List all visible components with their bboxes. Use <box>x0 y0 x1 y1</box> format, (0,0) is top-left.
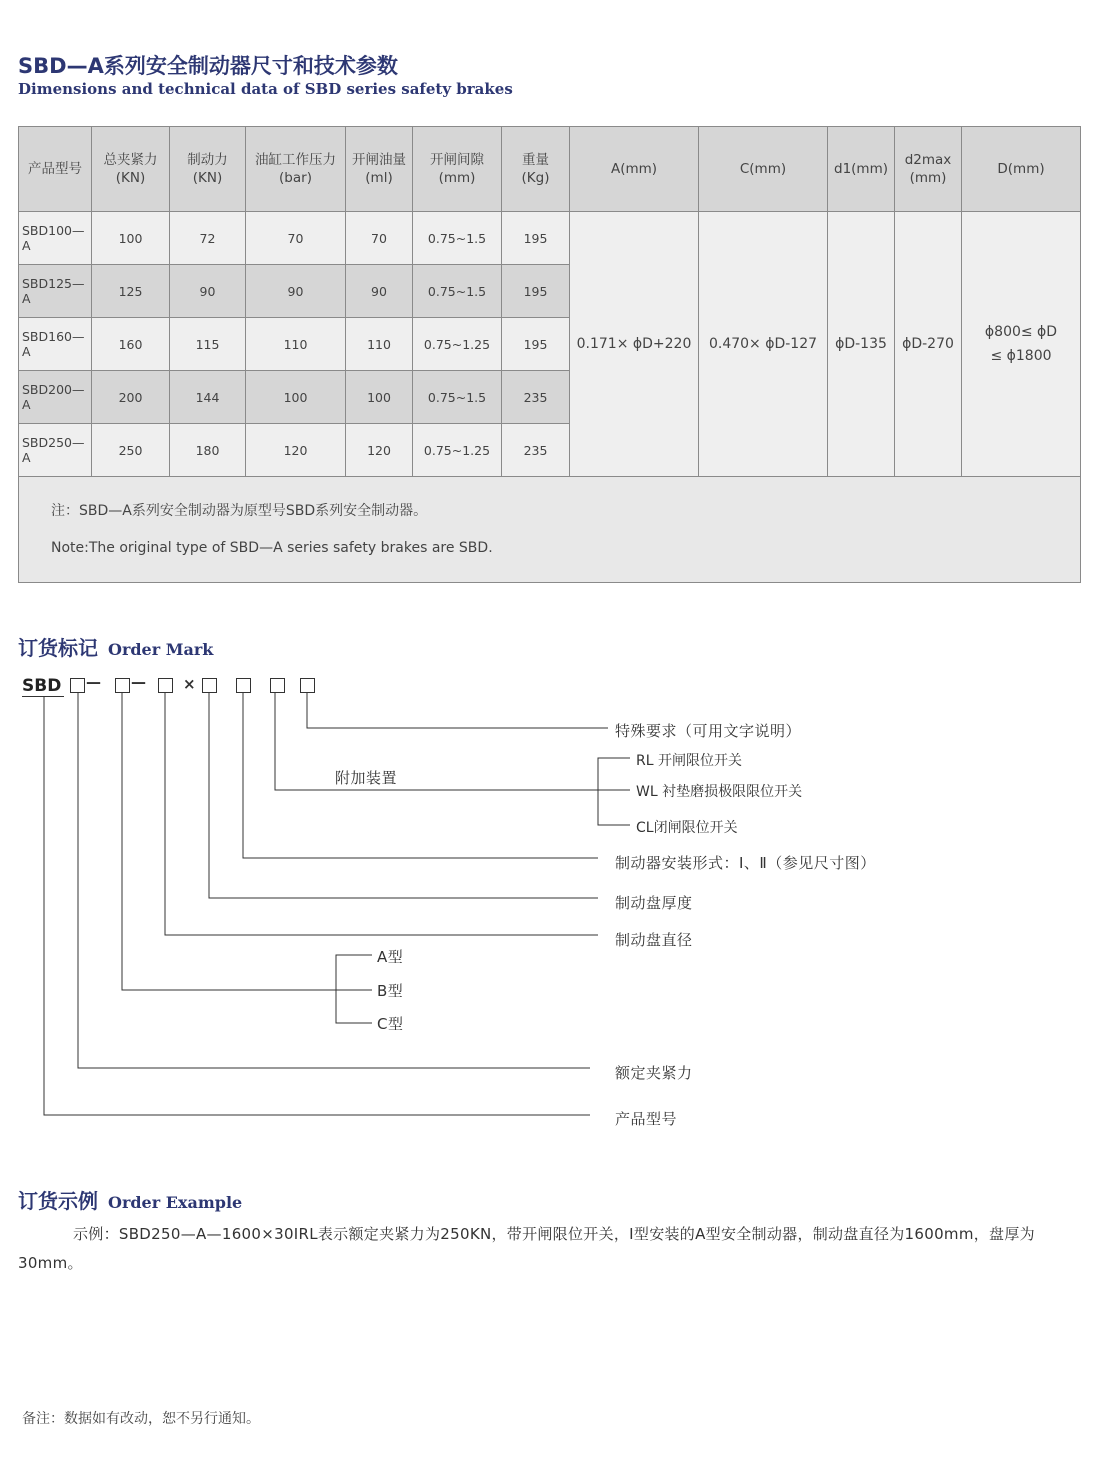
cell-weight: 235 <box>502 424 570 477</box>
cell-clamp-force: 125 <box>92 265 170 318</box>
cell-gap: 0.75~1.5 <box>413 212 502 265</box>
label-diameter: 制动盘直径 <box>615 931 693 949</box>
label-wl: WL 衬垫磨损极限限位开关 <box>636 784 803 800</box>
cell-pressure: 70 <box>246 212 346 265</box>
label-thickness: 制动盘厚度 <box>615 894 693 912</box>
order-example-title-cn: 订货示例 <box>18 1189 98 1213</box>
cell-oil-volume: 70 <box>346 212 413 265</box>
cell-oil-volume: 110 <box>346 318 413 371</box>
cell-gap: 0.75~1.5 <box>413 371 502 424</box>
cell-clamp-force: 160 <box>92 318 170 371</box>
cell-pressure: 90 <box>246 265 346 318</box>
header-oil-volume: 开闸油量 (ml) <box>346 127 413 212</box>
cell-model: SBD125—A <box>19 265 92 318</box>
cell-braking-force: 180 <box>170 424 246 477</box>
cell-weight: 195 <box>502 318 570 371</box>
label-cl: CL闭闸限位开关 <box>636 820 738 836</box>
header-gap: 开闸间隙 (mm) <box>413 127 502 212</box>
cell-oil-volume: 90 <box>346 265 413 318</box>
label-type-c: C型 <box>377 1015 404 1033</box>
cell-gap: 0.75~1.25 <box>413 318 502 371</box>
code-prefix: SBD <box>22 676 62 696</box>
cell-braking-force: 90 <box>170 265 246 318</box>
cell-braking-force: 144 <box>170 371 246 424</box>
cell-weight: 195 <box>502 265 570 318</box>
header-braking-force: 制动力 (KN) <box>170 127 246 212</box>
cell-clamp-force: 200 <box>92 371 170 424</box>
cell-a-formula: 0.171× ϕD+220 <box>570 212 699 477</box>
header-a: A(mm) <box>570 127 699 212</box>
note-cn: 注：SBD—A系列安全制动器为原型号SBD系列安全制动器。 <box>51 502 428 519</box>
code-dash: — <box>131 673 146 691</box>
cell-pressure: 120 <box>246 424 346 477</box>
cell-oil-volume: 120 <box>346 424 413 477</box>
cell-clamp-force: 100 <box>92 212 170 265</box>
order-example-text: 示例：SBD250—A—1600×30ⅠRL表示额定夹紧力为250KN，带开闸限位开关，Ⅰ型安装的A型安全制动器，制动盘直径为1600mm，盘厚为30mm。 <box>18 1225 1035 1272</box>
header-d2max: d2max (mm) <box>895 127 962 212</box>
cell-model: SBD200—A <box>19 371 92 424</box>
code-dash: — <box>86 673 101 691</box>
cell-pressure: 110 <box>246 318 346 371</box>
header-weight: 重量 (Kg) <box>502 127 570 212</box>
page-subtitle: Dimensions and technical data of SBD series safety brakes <box>18 80 513 98</box>
cell-weight: 235 <box>502 371 570 424</box>
cell-d2max-formula: ϕD-270 <box>895 212 962 477</box>
label-type-a: A型 <box>377 948 404 966</box>
cell-clamp-force: 250 <box>92 424 170 477</box>
label-mount: 制动器安装形式：Ⅰ、Ⅱ（参见尺寸图） <box>615 854 876 872</box>
cell-c-formula: 0.470× ϕD-127 <box>699 212 828 477</box>
cell-model: SBD250—A <box>19 424 92 477</box>
note-en: Note:The original type of SBD—A series safety brakes are SBD. <box>51 539 493 556</box>
cell-model: SBD160—A <box>19 318 92 371</box>
order-mark-title-cn: 订货标记 <box>18 636 98 660</box>
cell-gap: 0.75~1.25 <box>413 424 502 477</box>
header-model: 产品型号 <box>19 127 92 212</box>
cell-gap: 0.75~1.5 <box>413 265 502 318</box>
label-model: 产品型号 <box>615 1110 678 1128</box>
header-c: C(mm) <box>699 127 828 212</box>
label-special: 特殊要求（可用文字说明） <box>615 722 802 740</box>
order-example-heading <box>18 1185 242 1214</box>
cell-braking-force: 115 <box>170 318 246 371</box>
header-clamp-force: 总夹紧力 (KN) <box>92 127 170 212</box>
label-rl: RL 开闸限位开关 <box>636 753 742 769</box>
order-example-title-en: Order Example <box>108 1193 243 1212</box>
cell-d-range: ϕ800≤ ϕD ≤ ϕ1800 <box>962 212 1081 477</box>
page-title: SBD—A系列安全制动器尺寸和技术参数 <box>18 54 398 78</box>
cell-braking-force: 72 <box>170 212 246 265</box>
header-d1: d1(mm) <box>828 127 895 212</box>
header-d: D(mm) <box>962 127 1081 212</box>
code-times: × <box>183 675 196 693</box>
order-mark-title-en: Order Mark <box>108 640 214 659</box>
cell-weight: 195 <box>502 212 570 265</box>
header-pressure: 油缸工作压力 (bar) <box>246 127 346 212</box>
footnote: 备注：数据如有改动，恕不另行通知。 <box>22 1411 260 1427</box>
label-force: 额定夹紧力 <box>615 1064 693 1082</box>
label-accessory: 附加装置 <box>335 769 398 787</box>
cell-oil-volume: 100 <box>346 371 413 424</box>
cell-d1-formula: ϕD-135 <box>828 212 895 477</box>
cell-model: SBD100—A <box>19 212 92 265</box>
label-type-b: B型 <box>377 982 404 1000</box>
cell-pressure: 100 <box>246 371 346 424</box>
